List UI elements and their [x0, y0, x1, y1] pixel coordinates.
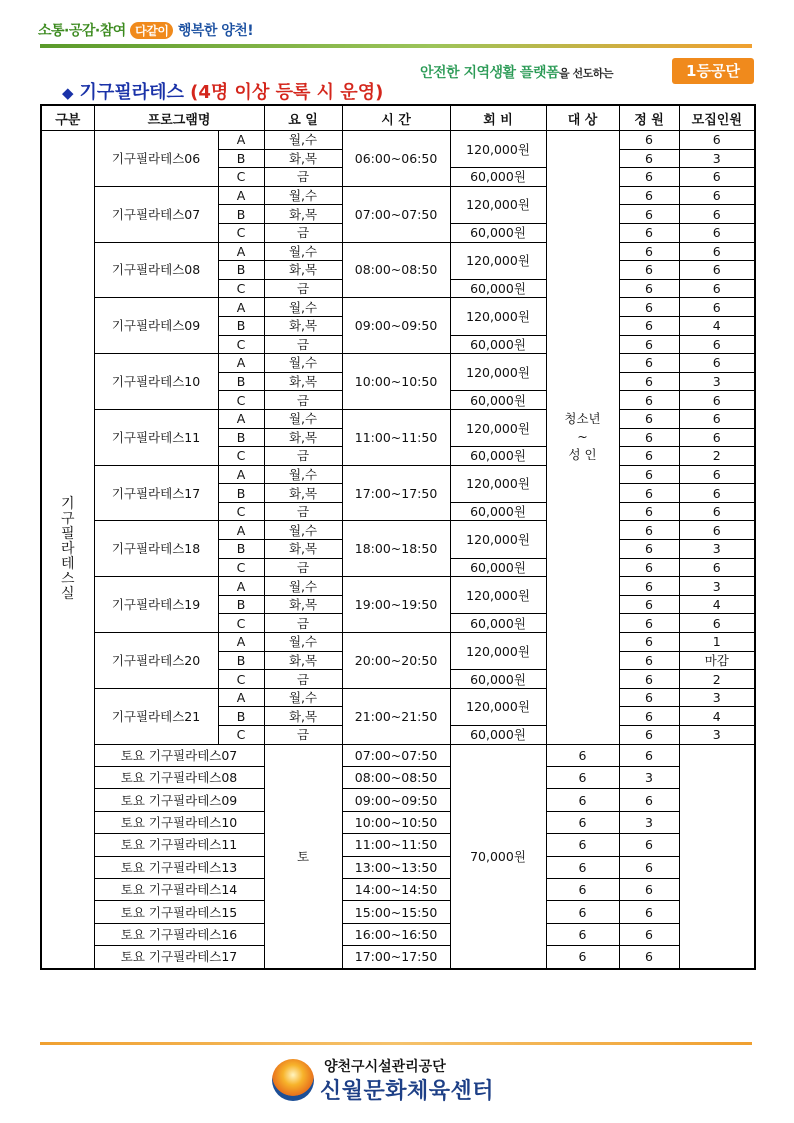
capacity: 6 [619, 298, 679, 317]
sat-program-name: 토요 기구필라테스07 [94, 744, 264, 766]
class-letter: A [218, 298, 264, 317]
capacity: 6 [619, 186, 679, 205]
recruit: 6 [679, 502, 755, 521]
capacity: 6 [619, 149, 679, 168]
fee-c: 60,000원 [450, 726, 546, 745]
header-day: 요 일 [264, 105, 342, 131]
class-letter: B [218, 595, 264, 614]
class-letter: A [218, 633, 264, 652]
capacity: 6 [619, 447, 679, 466]
fee-ab: 120,000원 [450, 131, 546, 168]
center-logo-icon [272, 1059, 314, 1101]
capacity: 6 [619, 205, 679, 224]
recruit: 6 [679, 465, 755, 484]
class-letter: B [218, 540, 264, 559]
class-days: 금 [264, 670, 342, 689]
class-days: 월,수 [264, 242, 342, 261]
capacity: 6 [619, 502, 679, 521]
header-fee: 회 비 [450, 105, 546, 131]
capacity: 6 [619, 521, 679, 540]
capacity: 6 [546, 856, 619, 878]
recruit: 마감 [679, 651, 755, 670]
sat-time: 14:00~14:50 [342, 878, 450, 900]
sat-program-name: 토요 기구필라테스10 [94, 811, 264, 833]
class-days: 월,수 [264, 688, 342, 707]
class-days: 화,목 [264, 540, 342, 559]
capacity: 6 [546, 834, 619, 856]
banner-text-a: 안전한 지역생활 플랫폼 [420, 65, 559, 81]
capacity: 6 [619, 651, 679, 670]
capacity: 6 [546, 744, 619, 766]
recruit: 6 [679, 279, 755, 298]
program-time: 20:00~20:50 [342, 633, 450, 689]
class-days: 화,목 [264, 428, 342, 447]
capacity: 6 [619, 168, 679, 187]
table-row [41, 744, 755, 766]
fee-ab: 120,000원 [450, 298, 546, 335]
capacity: 6 [546, 901, 619, 923]
class-letter: B [218, 484, 264, 503]
target-cell [546, 131, 619, 745]
sat-time: 15:00~15:50 [342, 901, 450, 923]
capacity: 6 [619, 391, 679, 410]
class-days: 금 [264, 391, 342, 410]
table-row [41, 577, 755, 596]
target-line: ~ [577, 429, 588, 445]
recruit: 2 [679, 670, 755, 689]
recruit: 3 [679, 577, 755, 596]
table-row [41, 633, 755, 652]
class-letter: A [218, 354, 264, 373]
capacity: 6 [619, 707, 679, 726]
class-letter: A [218, 465, 264, 484]
header-divider [40, 44, 752, 48]
sat-time: 08:00~08:50 [342, 766, 450, 788]
class-letter: C [218, 670, 264, 689]
capacity: 6 [619, 279, 679, 298]
header-target: 대 상 [546, 105, 619, 131]
program-name: 기구필라테스18 [94, 521, 218, 577]
table-row [41, 901, 755, 923]
sat-time: 16:00~16:50 [342, 923, 450, 945]
target-line: 성 인 [568, 447, 597, 463]
class-letter: B [218, 651, 264, 670]
fee-c: 60,000원 [450, 223, 546, 242]
table-row [41, 186, 755, 205]
recruit: 6 [679, 205, 755, 224]
class-letter: C [218, 279, 264, 298]
recruit: 6 [679, 354, 755, 373]
class-letter: A [218, 688, 264, 707]
recruit: 6 [679, 428, 755, 447]
category-char: 필 [60, 525, 75, 542]
slogan-prefix: 소통·공감·참여 [38, 23, 126, 39]
class-days: 화,목 [264, 595, 342, 614]
slogan-suffix: 행복한 양천! [177, 23, 254, 39]
program-time: 06:00~06:50 [342, 131, 450, 187]
table-row [41, 409, 755, 428]
capacity: 6 [619, 223, 679, 242]
header-slogan [38, 20, 253, 40]
sat-time: 13:00~13:50 [342, 856, 450, 878]
banner-badge: 1등공단 [672, 58, 754, 84]
fee-ab: 120,000원 [450, 354, 546, 391]
sat-time: 17:00~17:50 [342, 946, 450, 969]
fee-ab: 120,000원 [450, 186, 546, 223]
class-days: 월,수 [264, 465, 342, 484]
table-body [41, 131, 755, 969]
class-letter: B [218, 372, 264, 391]
fee-c: 60,000원 [450, 670, 546, 689]
fee-c: 60,000원 [450, 168, 546, 187]
recruit: 6 [679, 223, 755, 242]
recruit: 6 [679, 521, 755, 540]
recruit: 6 [619, 901, 679, 923]
recruit: 3 [679, 372, 755, 391]
fee-ab: 120,000원 [450, 633, 546, 670]
capacity: 6 [619, 409, 679, 428]
recruit: 6 [619, 878, 679, 900]
recruit: 6 [679, 298, 755, 317]
recruit: 6 [619, 744, 679, 766]
recruit: 6 [619, 789, 679, 811]
program-name: 기구필라테스07 [94, 186, 218, 242]
class-letter: B [218, 205, 264, 224]
recruit: 2 [679, 447, 755, 466]
class-letter: C [218, 558, 264, 577]
program-time: 11:00~11:50 [342, 409, 450, 465]
class-letter: C [218, 726, 264, 745]
category-char: 실 [60, 585, 75, 602]
program-time: 21:00~21:50 [342, 688, 450, 744]
class-days: 금 [264, 279, 342, 298]
sat-program-name: 토요 기구필라테스14 [94, 878, 264, 900]
class-days: 금 [264, 558, 342, 577]
recruit: 4 [679, 316, 755, 335]
recruit: 6 [679, 242, 755, 261]
program-time: 18:00~18:50 [342, 521, 450, 577]
recruit: 6 [619, 834, 679, 856]
table-row [41, 242, 755, 261]
category-char: 스 [60, 570, 75, 587]
capacity: 6 [619, 242, 679, 261]
class-days: 화,목 [264, 707, 342, 726]
fee-c: 60,000원 [450, 335, 546, 354]
page-title [62, 78, 383, 104]
capacity: 6 [619, 670, 679, 689]
program-name: 기구필라테스09 [94, 298, 218, 354]
table-row [41, 688, 755, 707]
fee-ab: 120,000원 [450, 409, 546, 446]
footer-divider [40, 1042, 752, 1045]
recruit: 6 [619, 946, 679, 969]
program-time: 19:00~19:50 [342, 577, 450, 633]
sat-time: 11:00~11:50 [342, 834, 450, 856]
sat-time: 09:00~09:50 [342, 789, 450, 811]
capacity: 6 [619, 614, 679, 633]
fee-ab: 120,000원 [450, 242, 546, 279]
recruit: 6 [679, 614, 755, 633]
fee-c: 60,000원 [450, 558, 546, 577]
fee-ab: 120,000원 [450, 577, 546, 614]
class-letter: A [218, 131, 264, 150]
program-name: 기구필라테스19 [94, 577, 218, 633]
capacity: 6 [619, 354, 679, 373]
recruit: 6 [679, 131, 755, 150]
class-letter: C [218, 447, 264, 466]
fee-ab: 120,000원 [450, 521, 546, 558]
banner-text-b: 을 선도하는 [559, 67, 613, 80]
capacity: 6 [619, 540, 679, 559]
category-char: 구 [60, 510, 75, 527]
class-days: 금 [264, 335, 342, 354]
program-name: 기구필라테스20 [94, 633, 218, 689]
sat-program-name: 토요 기구필라테스17 [94, 946, 264, 969]
table-row [41, 856, 755, 878]
fee-c: 60,000원 [450, 447, 546, 466]
class-days: 월,수 [264, 131, 342, 150]
capacity: 6 [546, 789, 619, 811]
table-row [41, 521, 755, 540]
recruit: 3 [679, 726, 755, 745]
capacity: 6 [619, 595, 679, 614]
recruit: 3 [619, 766, 679, 788]
capacity: 6 [619, 558, 679, 577]
class-letter: C [218, 502, 264, 521]
class-days: 화,목 [264, 484, 342, 503]
capacity: 6 [619, 688, 679, 707]
title-note: (4명 이상 등록 시 운영) [190, 82, 384, 103]
footer [272, 1055, 532, 1107]
capacity: 6 [619, 131, 679, 150]
class-days: 금 [264, 502, 342, 521]
capacity: 6 [546, 766, 619, 788]
class-days: 화,목 [264, 261, 342, 280]
fee-c: 60,000원 [450, 614, 546, 633]
class-days: 금 [264, 168, 342, 187]
category-char: 기 [60, 495, 75, 512]
table-row [41, 946, 755, 969]
class-letter: B [218, 261, 264, 280]
class-letter: A [218, 577, 264, 596]
header-capacity: 정 원 [619, 105, 679, 131]
recruit: 6 [679, 186, 755, 205]
sat-program-name: 토요 기구필라테스15 [94, 901, 264, 923]
class-letter: B [218, 428, 264, 447]
fee-ab: 120,000원 [450, 688, 546, 725]
recruit: 3 [679, 688, 755, 707]
program-time: 09:00~09:50 [342, 298, 450, 354]
class-days: 금 [264, 223, 342, 242]
table-row [41, 766, 755, 788]
recruit: 6 [619, 856, 679, 878]
class-days: 월,수 [264, 354, 342, 373]
table-row [41, 298, 755, 317]
program-name: 기구필라테스08 [94, 242, 218, 298]
capacity: 6 [619, 261, 679, 280]
target-line: 청소년 [564, 411, 601, 427]
fee-c: 60,000원 [450, 391, 546, 410]
capacity: 6 [619, 633, 679, 652]
title-main: 기구필라테스 [79, 82, 184, 103]
capacity: 6 [619, 726, 679, 745]
sat-fee: 70,000원 [450, 744, 546, 968]
footer-org: 양천구시설관리공단 [324, 1059, 446, 1075]
class-days: 금 [264, 614, 342, 633]
fee-c: 60,000원 [450, 279, 546, 298]
diamond-bullet-icon: ◆ [62, 84, 74, 102]
recruit: 6 [679, 335, 755, 354]
capacity: 6 [619, 335, 679, 354]
table-row [41, 878, 755, 900]
capacity: 6 [619, 577, 679, 596]
class-letter: A [218, 242, 264, 261]
class-letter: B [218, 316, 264, 335]
recruit: 6 [679, 391, 755, 410]
program-name: 기구필라테스21 [94, 688, 218, 744]
header-banner [420, 58, 754, 84]
class-days: 화,목 [264, 149, 342, 168]
class-days: 화,목 [264, 372, 342, 391]
program-name: 기구필라테스06 [94, 131, 218, 187]
fee-c: 60,000원 [450, 502, 546, 521]
capacity: 6 [546, 946, 619, 969]
table-row [41, 789, 755, 811]
class-days: 화,목 [264, 316, 342, 335]
capacity: 6 [619, 372, 679, 391]
class-days: 월,수 [264, 186, 342, 205]
header-program: 프로그램명 [94, 105, 264, 131]
sat-program-name: 토요 기구필라테스09 [94, 789, 264, 811]
recruit: 3 [679, 540, 755, 559]
recruit: 4 [679, 595, 755, 614]
class-days: 월,수 [264, 633, 342, 652]
class-letter: B [218, 149, 264, 168]
header-category: 구분 [41, 105, 94, 131]
class-days: 금 [264, 447, 342, 466]
sat-program-name: 토요 기구필라테스13 [94, 856, 264, 878]
sat-program-name: 토요 기구필라테스11 [94, 834, 264, 856]
table-row [41, 923, 755, 945]
category-cell [41, 131, 94, 969]
program-name: 기구필라테스17 [94, 465, 218, 521]
schedule-table [40, 104, 756, 970]
sat-time: 07:00~07:50 [342, 744, 450, 766]
class-letter: C [218, 391, 264, 410]
recruit: 6 [679, 261, 755, 280]
class-days: 화,목 [264, 651, 342, 670]
recruit: 6 [679, 484, 755, 503]
recruit: 6 [679, 168, 755, 187]
category-char: 라 [60, 540, 75, 557]
class-letter: C [218, 335, 264, 354]
capacity: 6 [619, 465, 679, 484]
program-name: 기구필라테스11 [94, 409, 218, 465]
header-time: 시 간 [342, 105, 450, 131]
capacity: 6 [546, 878, 619, 900]
recruit: 6 [619, 923, 679, 945]
table-row [41, 834, 755, 856]
table-row [41, 811, 755, 833]
class-letter: A [218, 521, 264, 540]
class-days: 월,수 [264, 521, 342, 540]
banner-text [420, 62, 613, 82]
capacity: 6 [546, 811, 619, 833]
table-row [41, 465, 755, 484]
recruit: 6 [679, 558, 755, 577]
class-letter: C [218, 223, 264, 242]
category-char: 테 [60, 555, 75, 572]
capacity: 6 [546, 923, 619, 945]
program-name: 기구필라테스10 [94, 354, 218, 410]
sat-time: 10:00~10:50 [342, 811, 450, 833]
program-time: 08:00~08:50 [342, 242, 450, 298]
class-days: 월,수 [264, 577, 342, 596]
recruit: 3 [679, 149, 755, 168]
sat-day: 토 [264, 744, 342, 968]
table-header-row [41, 105, 755, 131]
recruit: 4 [679, 707, 755, 726]
recruit: 1 [679, 633, 755, 652]
capacity: 6 [619, 428, 679, 447]
program-time: 07:00~07:50 [342, 186, 450, 242]
program-time: 10:00~10:50 [342, 354, 450, 410]
slogan-badge: 다같이 [130, 22, 173, 39]
class-days: 화,목 [264, 205, 342, 224]
class-days: 월,수 [264, 298, 342, 317]
table-row [41, 131, 755, 150]
class-letter: C [218, 614, 264, 633]
class-letter: A [218, 186, 264, 205]
capacity: 6 [619, 316, 679, 335]
class-days: 금 [264, 726, 342, 745]
capacity: 6 [619, 484, 679, 503]
sat-program-name: 토요 기구필라테스16 [94, 923, 264, 945]
fee-ab: 120,000원 [450, 465, 546, 502]
class-letter: B [218, 707, 264, 726]
class-days: 월,수 [264, 409, 342, 428]
sat-program-name: 토요 기구필라테스08 [94, 766, 264, 788]
class-letter: C [218, 168, 264, 187]
footer-center-name: 신월문화체육센터 [320, 1079, 495, 1104]
program-time: 17:00~17:50 [342, 465, 450, 521]
class-letter: A [218, 409, 264, 428]
table-row [41, 354, 755, 373]
recruit: 6 [679, 409, 755, 428]
recruit: 3 [619, 811, 679, 833]
header-recruit: 모집인원 [679, 105, 755, 131]
